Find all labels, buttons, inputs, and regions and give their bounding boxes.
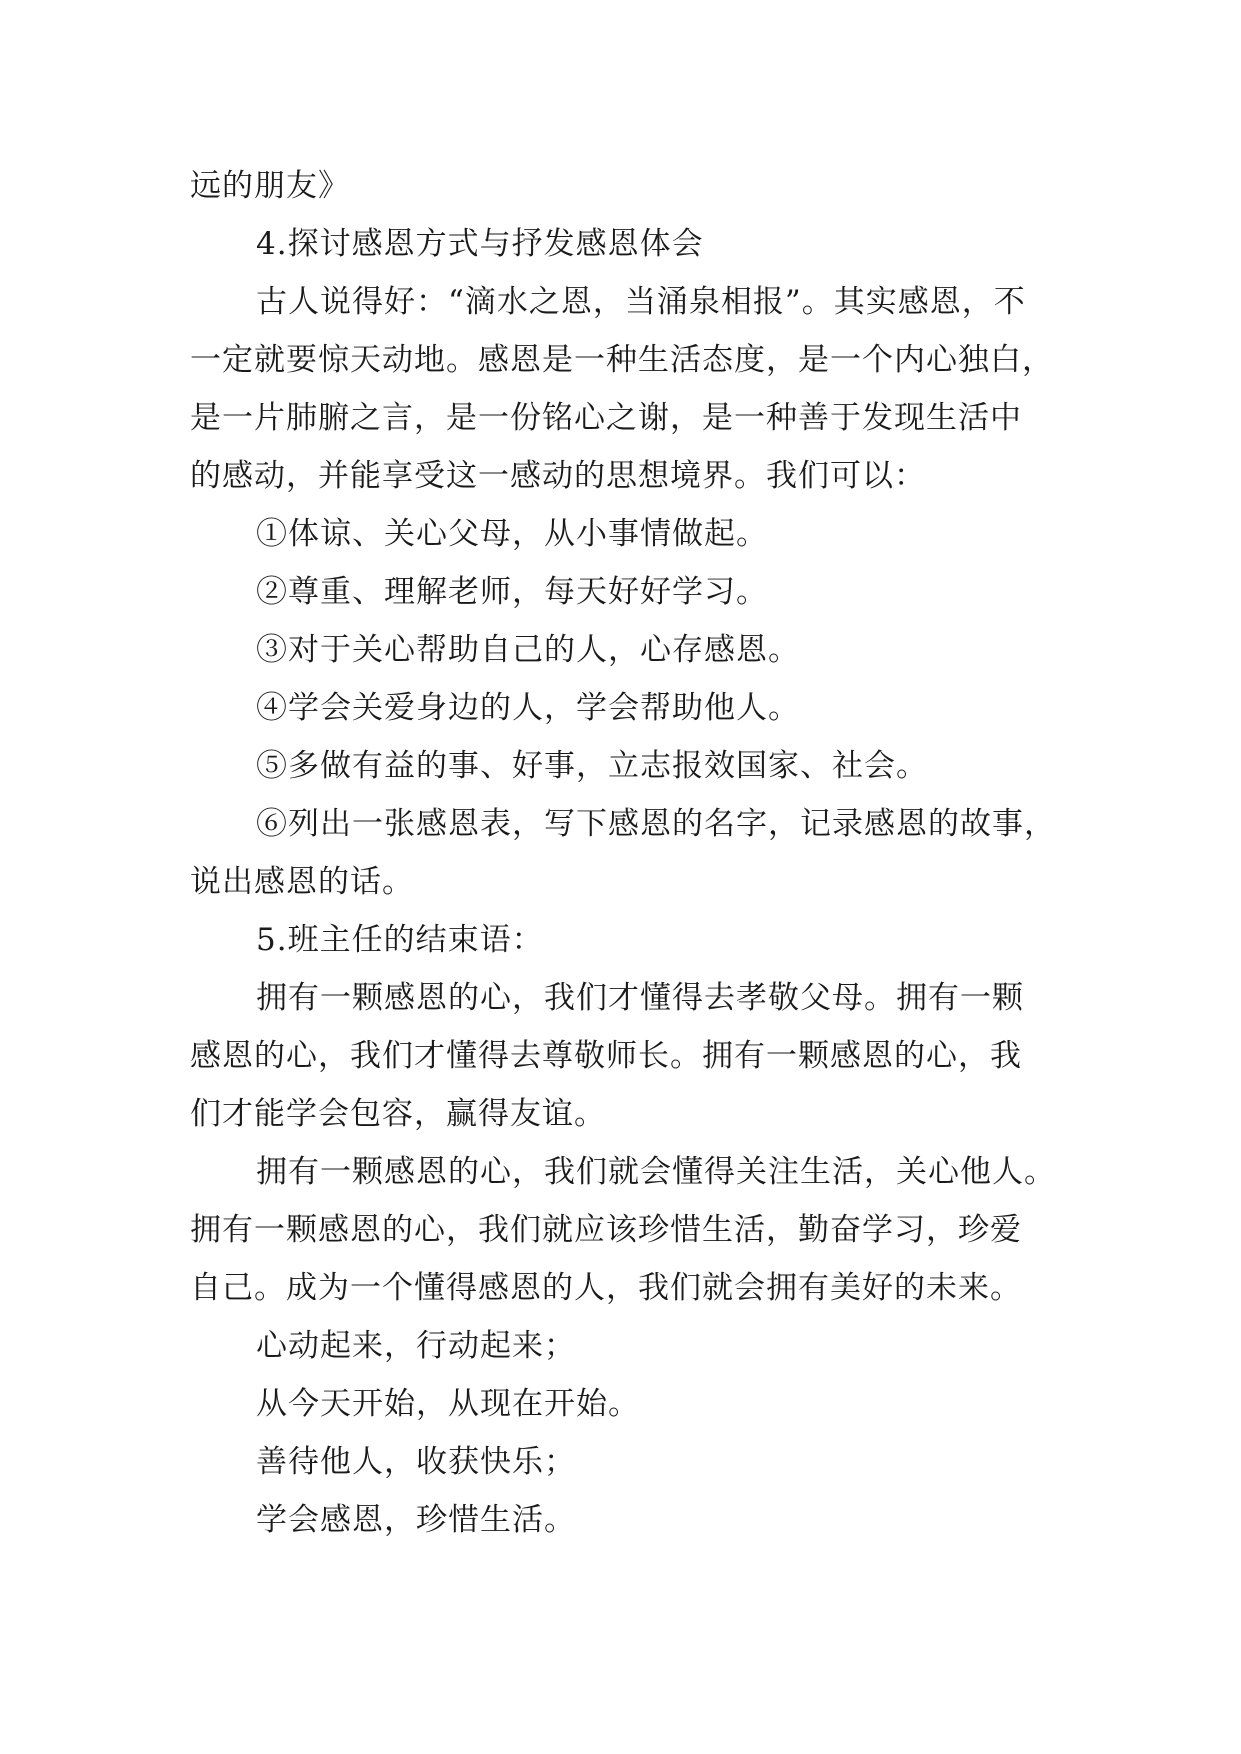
document-body (190, 157, 1070, 1549)
list-item: ①体谅、关心父母，从小事情做起。 (256, 516, 768, 552)
list-item: ④学会关爱身边的人，学会帮助他人。 (256, 690, 800, 726)
text-line: 感恩的心，我们才懂得去尊敬师长。拥有一颗感恩的心，我 (190, 1038, 1022, 1074)
text-line: 拥有一颗感恩的心，我们就应该珍惜生活，勤奋学习，珍爱 (190, 1212, 1022, 1248)
text-line: 说出感恩的话。 (190, 864, 414, 900)
text-line: 拥有一颗感恩的心，我们才懂得去孝敬父母。拥有一颗 (256, 980, 1024, 1016)
text-line: 自己。成为一个懂得感恩的人，我们就会拥有美好的未来。 (190, 1270, 1022, 1306)
section-heading: 4.探讨感恩方式与抒发感恩体会 (256, 226, 704, 262)
verse-line: 从今天开始，从现在开始。 (256, 1386, 640, 1422)
text-line: 是一片肺腑之言，是一份铭心之谢，是一种善于发现生活中 (190, 400, 1022, 436)
text-line: 的感动，并能享受这一感动的思想境界。我们可以： (190, 458, 926, 494)
text-line: 们才能学会包容，赢得友谊。 (190, 1096, 606, 1132)
text-line: 古人说得好：“滴水之恩，当涌泉相报”。其实感恩，不 (256, 284, 1026, 320)
text-line: 拥有一颗感恩的心，我们就会懂得关注生活，关心他人。 (256, 1154, 1056, 1190)
text-line: 远的朋友》 (190, 168, 350, 204)
verse-line: 学会感恩，珍惜生活。 (256, 1502, 576, 1538)
list-item: ③对于关心帮助自己的人，心存感恩。 (256, 632, 800, 668)
section-heading: 5.班主任的结束语： (256, 922, 544, 958)
verse-line: 善待他人，收获快乐； (256, 1444, 576, 1480)
list-item: ⑤多做有益的事、好事，立志报效国家、社会。 (256, 748, 928, 784)
list-item: ②尊重、理解老师，每天好好学习。 (256, 574, 768, 610)
text-line: 一定就要惊天动地。感恩是一种生活态度，是一个内心独白， (190, 342, 1054, 378)
verse-line: 心动起来，行动起来； (256, 1328, 576, 1364)
list-item: ⑥列出一张感恩表，写下感恩的名字，记录感恩的故事， (256, 806, 1056, 842)
